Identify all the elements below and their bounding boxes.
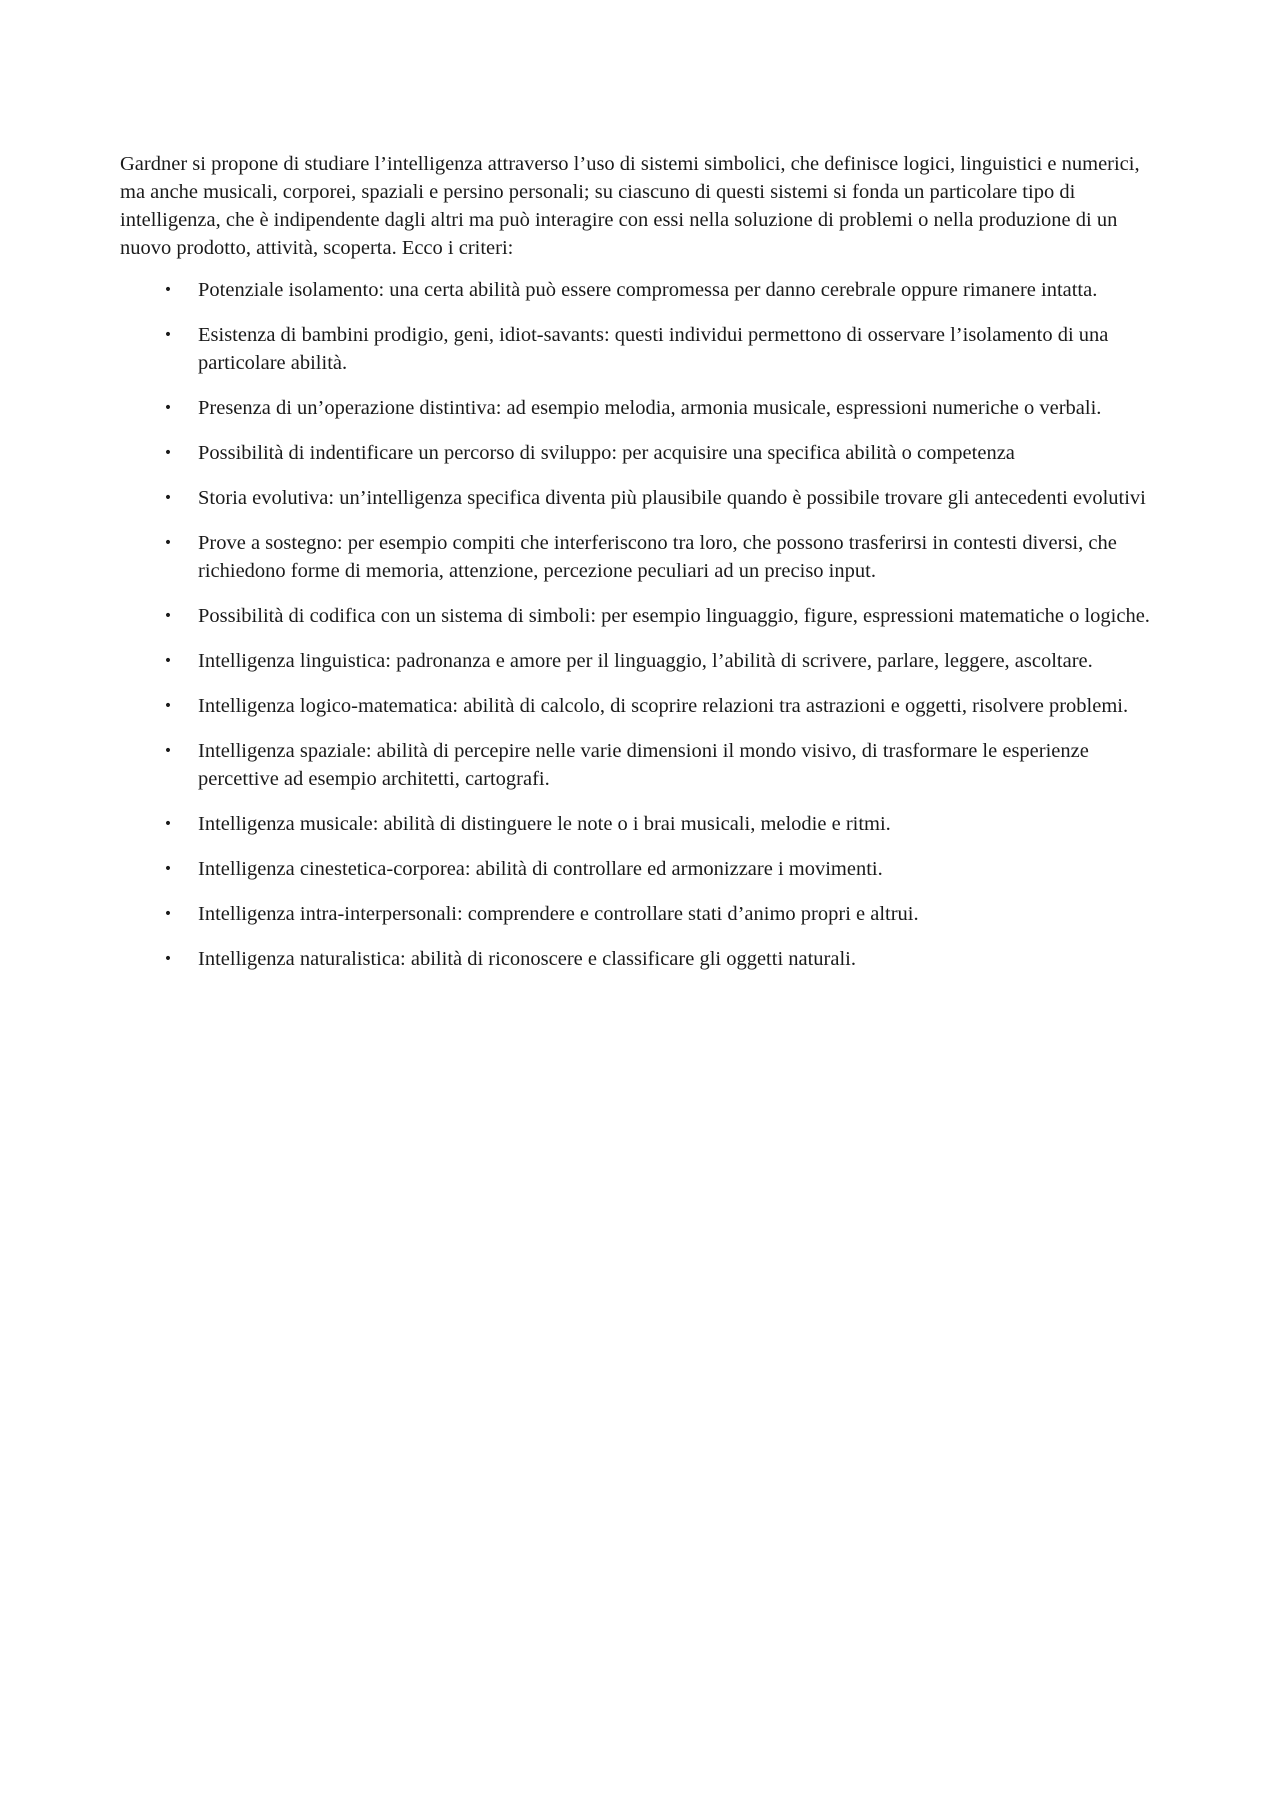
- page-content: [120, 150, 1165, 990]
- list-item: [120, 529, 1165, 585]
- list-item-text: Intelligenza logico-matematica: abilità di calcolo, di scoprire relazioni tra astrazioni e oggetti, risolvere problemi.: [198, 695, 1129, 717]
- list-item-text: Esistenza di bambini prodigio, geni, idiot-savants: questi individui permettono di osservare l’isolamento di una particolare abilità.: [198, 324, 1109, 374]
- bullet-icon: •: [163, 906, 173, 922]
- list-item-text: Prove a sostegno: per esempio compiti che interferiscono tra loro, che possono trasferirsi in contesti diversi, che richiedono forme di memoria, attenzione, percezione peculiari ad un preciso input.: [198, 532, 1117, 582]
- bullet-icon: •: [163, 327, 173, 343]
- list-item-text: Intelligenza intra-interpersonali: comprendere e controllare stati d’animo propri e altrui.: [198, 903, 919, 925]
- bullet-icon: •: [163, 951, 173, 967]
- bullet-icon: •: [163, 653, 173, 669]
- list-item-text: Intelligenza linguistica: padronanza e amore per il linguaggio, l’abilità di scrivere, parlare, leggere, ascoltare.: [198, 650, 1093, 672]
- list-item-text: Intelligenza musicale: abilità di distinguere le note o i brai musicali, melodie e ritmi.: [198, 813, 891, 835]
- list-item: [120, 692, 1165, 720]
- list-item: [120, 855, 1165, 883]
- list-item-text: Storia evolutiva: un’intelligenza specifica diventa più plausibile quando è possibile trovare gli antecedenti evolutivi: [198, 487, 1146, 509]
- bullet-icon: •: [163, 535, 173, 551]
- list-item-text: Intelligenza cinestetica-corporea: abilità di controllare ed armonizzare i movimenti.: [198, 858, 883, 880]
- bullet-icon: •: [163, 445, 173, 461]
- list-item: [120, 321, 1165, 377]
- bullet-icon: •: [163, 743, 173, 759]
- list-item: [120, 602, 1165, 630]
- bullet-icon: •: [163, 282, 173, 298]
- list-item-text: Intelligenza naturalistica: abilità di riconoscere e classificare gli oggetti naturali.: [198, 948, 857, 970]
- bullet-icon: •: [163, 816, 173, 832]
- list-item: [120, 810, 1165, 838]
- list-item-text: Potenziale isolamento: una certa abilità può essere compromessa per danno cerebrale oppure rimanere intatta.: [198, 279, 1098, 301]
- list-item-text: Possibilità di codifica con un sistema di simboli: per esempio linguaggio, figure, espressioni matematiche o logiche.: [198, 605, 1150, 627]
- intro-paragraph: Gardner si propone di studiare l’intelligenza attraverso l’uso di sistemi simbolici, che definisce logici, linguistici e numerici, ma anche musicali, corporei, spaziali e persino personali; su ciascuno di questi sistemi si fonda un particolare tipo di intelligenza, che è indipendente dagli altri ma può interagire con essi nella soluzione di problemi o nella produzione di un nuovo prodotto, attività, scoperta. Ecco i criteri:: [120, 153, 1140, 259]
- bullet-icon: •: [163, 698, 173, 714]
- list-item: [120, 945, 1165, 973]
- list-item: [120, 394, 1165, 422]
- list-item: [120, 647, 1165, 675]
- bullet-icon: •: [163, 608, 173, 624]
- list-item: [120, 276, 1165, 304]
- criteria-list: [120, 276, 1165, 973]
- list-item-text: Presenza di un’operazione distintiva: ad esempio melodia, armonia musicale, espressioni numeriche o verbali.: [198, 397, 1102, 419]
- bullet-icon: •: [163, 490, 173, 506]
- list-item-text: Possibilità di indentificare un percorso di sviluppo: per acquisire una specifica abilità o competenza: [198, 442, 1015, 464]
- list-item: [120, 484, 1165, 512]
- bullet-icon: •: [163, 400, 173, 416]
- list-item: [120, 439, 1165, 467]
- bullet-icon: •: [163, 861, 173, 877]
- list-item: [120, 737, 1165, 793]
- list-item: [120, 900, 1165, 928]
- list-item-text: Intelligenza spaziale: abilità di percepire nelle varie dimensioni il mondo visivo, di trasformare le esperienze percettive ad esempio architetti, cartografi.: [198, 740, 1089, 790]
